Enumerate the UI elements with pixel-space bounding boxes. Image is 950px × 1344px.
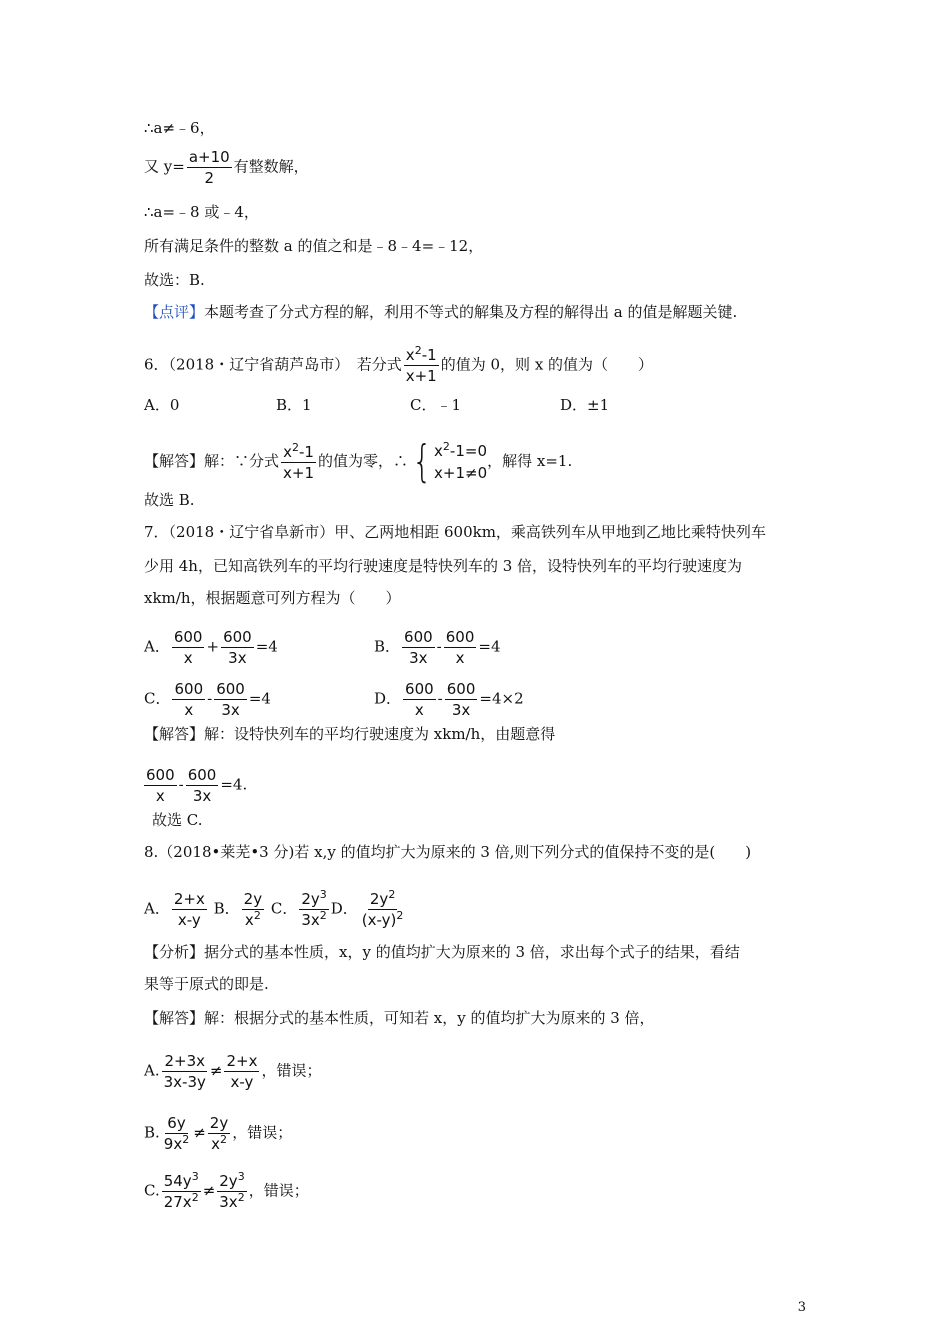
q7-stem-1: 7．（2018・辽宁省阜新市）甲、乙两地相距 600km，乘高铁列车从甲地到乙地比乘特快列车	[144, 523, 766, 541]
line-y-integer-solution	[144, 148, 309, 187]
numerator: $x^2-1$	[283, 440, 314, 461]
q8-stem: 8.（2018•莱芜•3 分)若 x,y 的值均扩大为原来的 3 倍,则下列分式的值保持不变的是( )	[144, 843, 752, 861]
q6-answer	[144, 436, 573, 487]
fraction	[404, 346, 439, 385]
denominator: 2	[204, 169, 215, 187]
numerator: a+10	[188, 148, 230, 166]
q8-option-d-fraction: $\frac{2y^2}{(x-y)^2}$	[361, 888, 404, 929]
page-number: 3	[797, 1300, 806, 1315]
q6-choice: 故选 B.	[144, 491, 195, 509]
q6-stem	[144, 346, 653, 385]
q8-option-b-label: B．	[213, 899, 240, 918]
line-choice: 故选：B.	[144, 271, 205, 289]
denominator: x+1	[405, 367, 437, 385]
text: 的值为零，∴	[318, 452, 409, 470]
text: 【解答】解：∵分式	[144, 452, 280, 470]
q8-step-a: A. $\frac{2+3x}{3x-3y}$ ≠ $\frac{2+x}{x-y}$ ，错误；	[144, 1052, 322, 1091]
q8-option-c-label: C．	[270, 899, 298, 918]
comment-tag: 【点评】	[144, 303, 205, 321]
line-sum: 所有满足条件的整数 a 的值之和是﹣8﹣4=﹣12，	[144, 237, 484, 255]
q7-option-d: D． $\frac{600}{x}$ - $\frac{600}{3x}$ =4×2	[374, 680, 524, 719]
text: 6．（2018・辽宁省葫芦岛市） 若分式	[144, 355, 402, 374]
line-a-neq: ∴a≠﹣6，	[144, 119, 215, 137]
numerator: $x^2-1$	[405, 344, 437, 364]
q7-stem-3: xkm/h，根据题意可列方程为（ ）	[144, 589, 401, 607]
q7-stem-2: 少用 4h，已知高铁列车的平均行驶速度是特快列车的 3 倍，设特快列车的平均行驶速度为	[144, 557, 743, 575]
q7-option-a: A． $\frac{600}{x}$ + $\frac{600}{3x}$ =4	[144, 628, 278, 667]
fraction	[281, 440, 316, 482]
q8-option-a-fraction: $\frac{2+x}{x-y}$	[173, 890, 205, 929]
q7-option-c: C． $\frac{600}{x}$ - $\frac{600}{3x}$ =4	[144, 680, 271, 719]
q8-analysis-1: 【分析】据分式的基本性质，x，y 的值均扩大为原来的 3 倍，求出每个式子的结果，看结	[144, 943, 740, 961]
comment-text: 本题考查了分式方程的解，利用不等式的解集及方程的解得出 a 的值是解题关键.	[204, 303, 738, 321]
line-a-values: ∴a=﹣8 或﹣4，	[144, 203, 259, 221]
q8-step-b: B. $\frac{6y}{9x^2}$ ≠ $\frac{2y}{x^2}$ ，错误；	[144, 1114, 293, 1153]
q8-option-d-label: D．	[330, 899, 358, 918]
q8-options	[144, 890, 407, 929]
q7-choice: 故选 C.	[152, 811, 203, 829]
text: 又 y=	[144, 157, 185, 176]
text: 有整数解，	[233, 157, 309, 176]
system-eq1: $x^2-1=0$	[434, 440, 487, 460]
q7-answer: 【解答】解：设特快列车的平均行驶速度为 xkm/h，由题意得	[144, 725, 556, 743]
comment-line	[144, 302, 737, 322]
system-eq2: x+1≠0	[434, 464, 488, 482]
text: 的值为 0，则 x 的值为（ ）	[440, 355, 654, 374]
q8-step-c: C. $\frac{54y^3}{27x^2}$ ≠ $\frac{2y^3}{3x^2}$ ，错误；	[144, 1170, 309, 1211]
q8-analysis-2: 果等于原式的即是.	[144, 975, 269, 993]
q8-option-a-label: A．	[144, 899, 170, 918]
q8-option-c-fraction: $\frac{2y^3}{3x^2}$	[301, 888, 327, 929]
q6-option-b: B．1	[276, 396, 312, 414]
q6-option-c: C．﹣1	[410, 396, 462, 414]
q8-answer: 【解答】解：根据分式的基本性质，可知若 x，y 的值均扩大为原来的 3 倍，	[144, 1009, 655, 1027]
q7-equation: $\frac{600}{x}$ - $\frac{600}{3x}$ =4.	[146, 766, 248, 805]
denominator: x+1	[283, 463, 315, 482]
q6-option-a: A．0	[144, 396, 180, 414]
fraction	[187, 148, 232, 187]
q8-option-b-fraction: $\frac{2y}{x^2}$	[243, 890, 263, 929]
q6-option-d: D．±1	[560, 396, 610, 414]
q7-option-b: B． $\frac{600}{3x}$ - $\frac{600}{x}$ =4	[374, 628, 501, 667]
equation-system: { $x^2-1=0$ x+1≠0	[412, 436, 488, 487]
text: ，解得 x=1.	[487, 452, 573, 470]
